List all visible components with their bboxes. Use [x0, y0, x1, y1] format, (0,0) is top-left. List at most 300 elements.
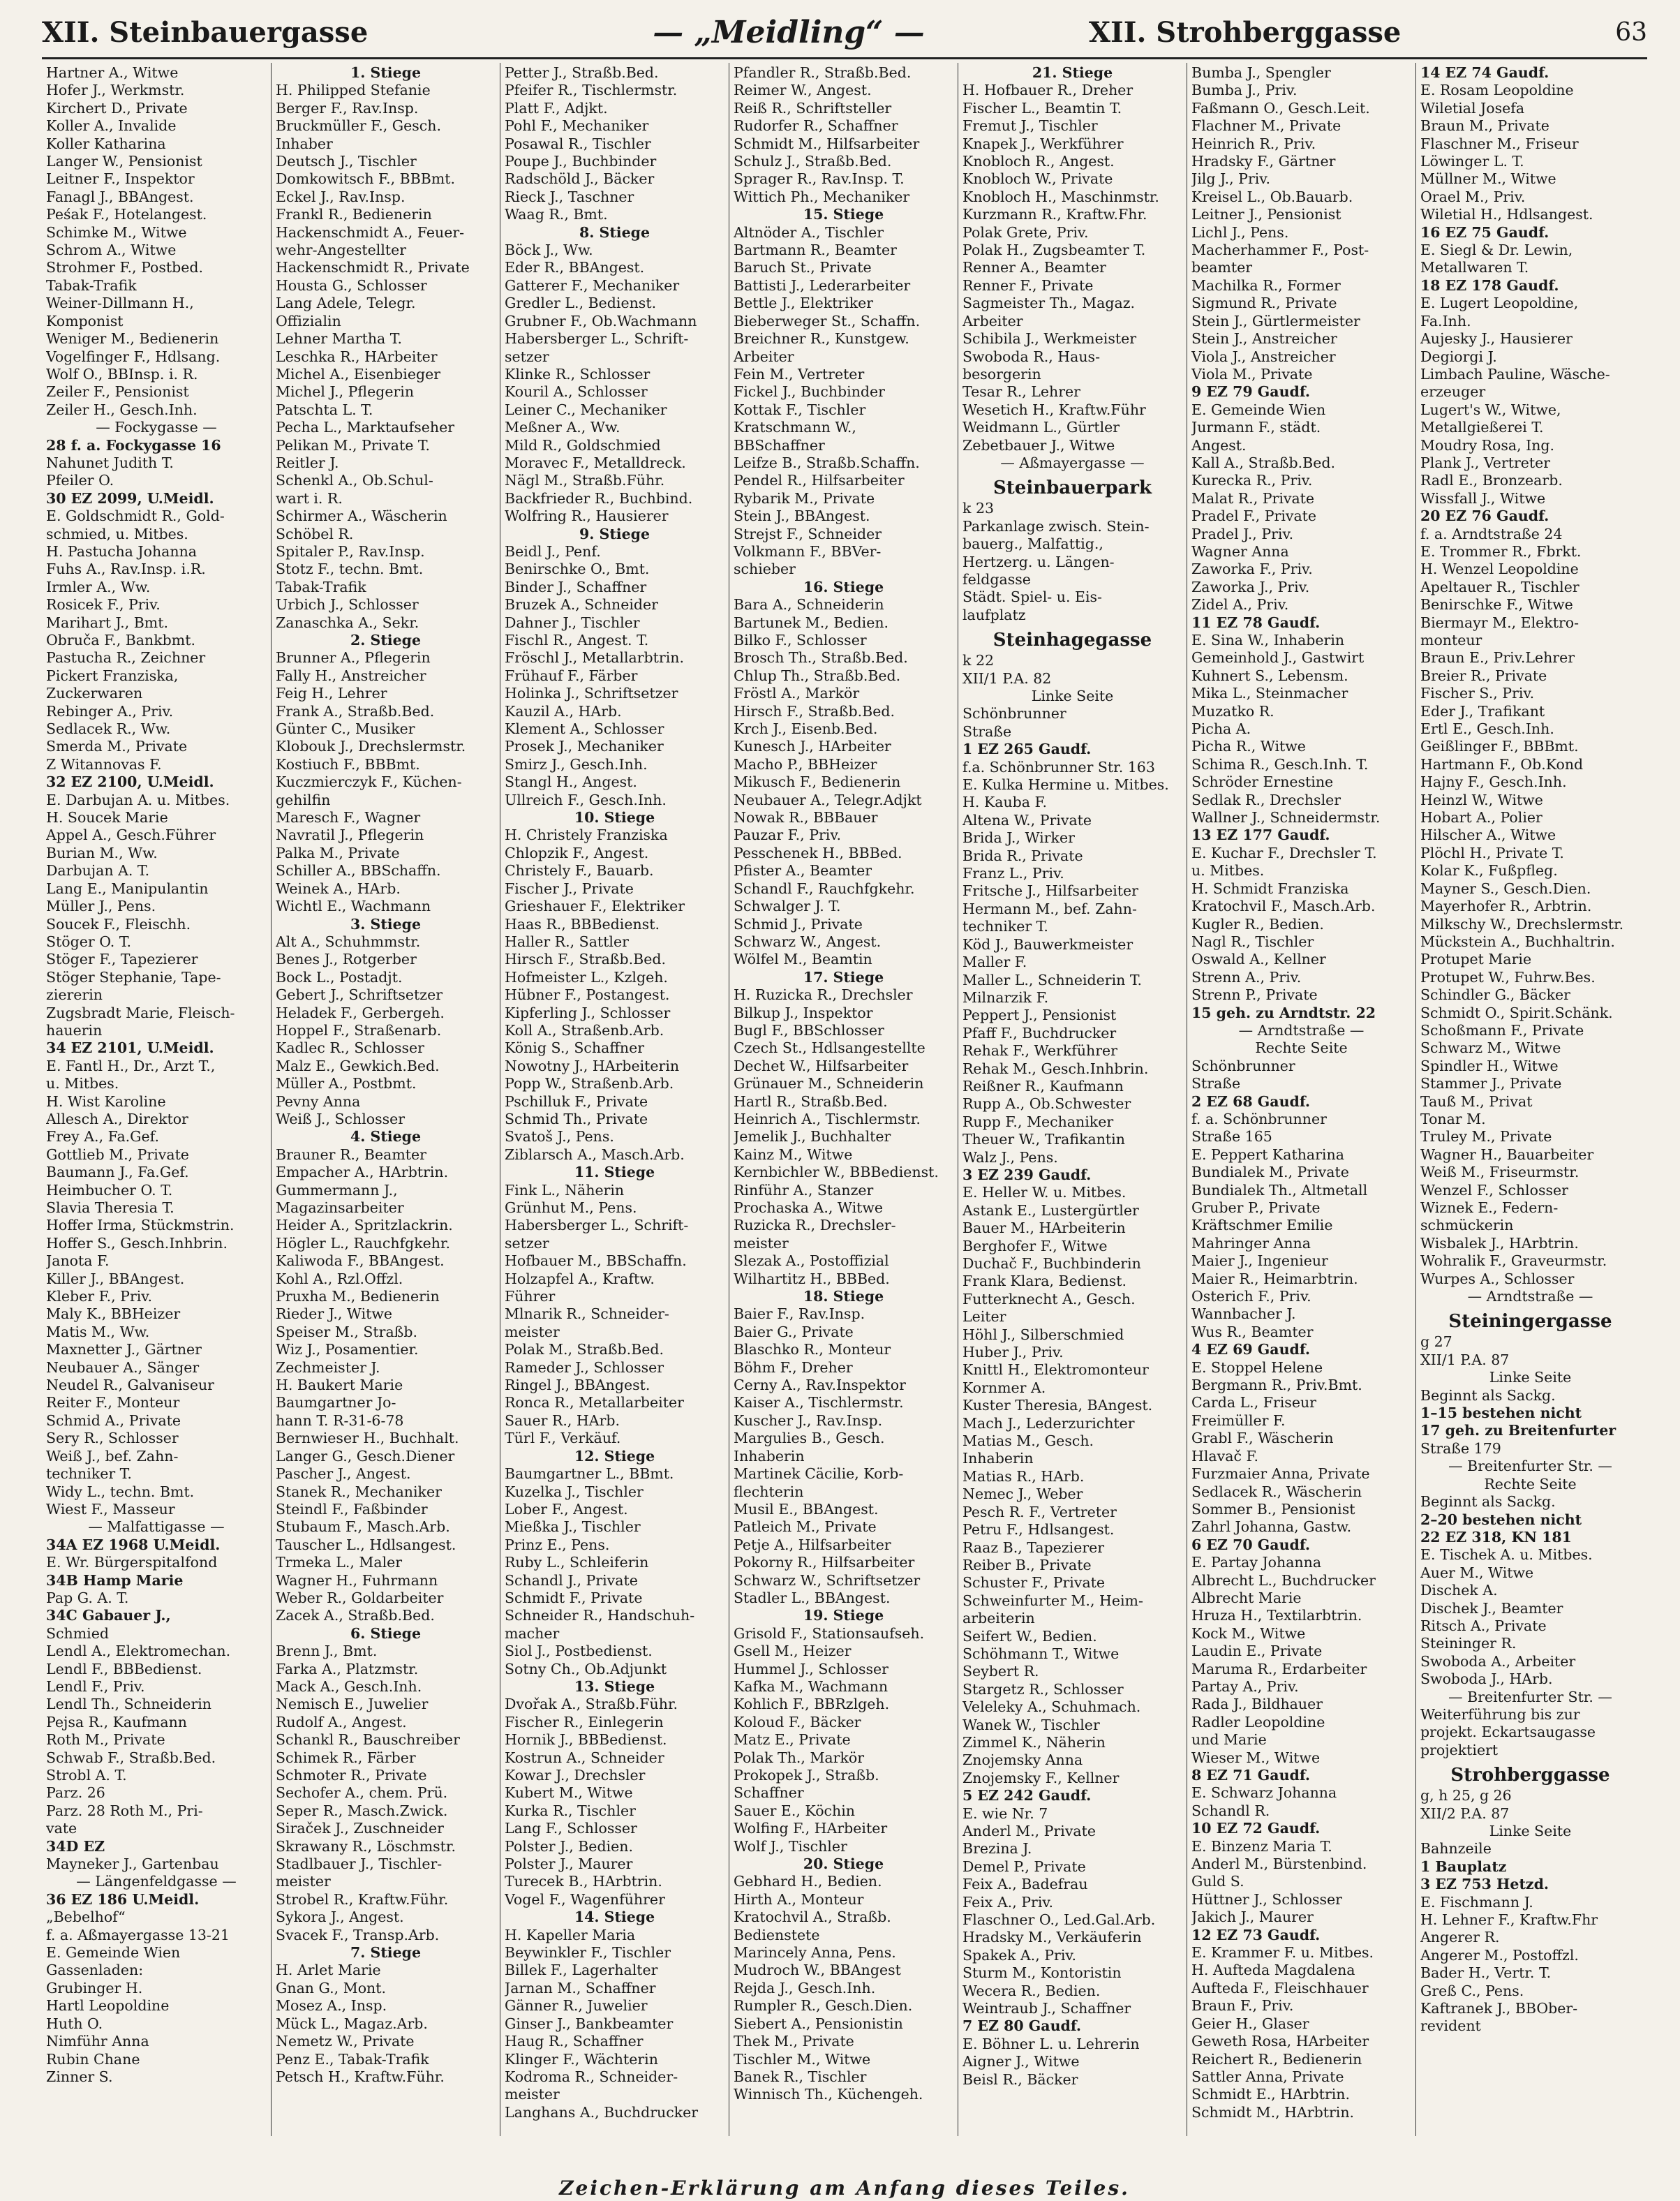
directory-entry: Nemisch E., Juwelier [276, 1696, 429, 1713]
directory-entry: Baumgartner Jo- [276, 1394, 396, 1411]
directory-entry: Weiß J., Schlosser [276, 1110, 406, 1127]
directory-entry: Wesetich H., Kraftw.Führ [962, 401, 1146, 418]
directory-entry: Albrecht Marie [1191, 1589, 1302, 1606]
directory-entry: Hartl R., Straßb.Bed. [734, 1092, 888, 1110]
directory-entry: monteur [1420, 632, 1482, 649]
directory-entry: Rudorfer R., Schaffner [734, 117, 898, 135]
directory-entry: setzer [505, 1234, 549, 1252]
directory-entry: Weinek A., HArb. [276, 880, 401, 897]
directory-entry: Schmid Th., Private [505, 1110, 648, 1127]
house-number-entry: 16. Stiege [803, 578, 884, 595]
directory-entry: Beisl R., Bäcker [962, 2070, 1078, 2088]
house-number-entry: 28 f. a. Fockygasse 16 [46, 436, 221, 454]
directory-entry: Gassenladen: [46, 1962, 144, 1979]
directory-entry: Angerer M., Postoffzl. [1420, 1946, 1579, 1964]
directory-entry: Wohralik F., Graveurmstr. [1420, 1252, 1607, 1270]
directory-entry: Mika L., Steinmacher [1191, 685, 1348, 702]
directory-entry: Straße [1191, 1075, 1241, 1092]
street-heading: Steinhagegasse [993, 630, 1152, 651]
directory-entry: Frank A., Straßb.Bed. [276, 702, 435, 720]
directory-entry: Leifze B., Straßb.Schaffn. [734, 454, 920, 471]
directory-entry: Schwarz W., Schriftsetzer [734, 1571, 921, 1589]
directory-entry: Rudolf A., Angest. [276, 1713, 407, 1731]
directory-entry: Picha A. [1191, 720, 1251, 738]
directory-entry: E. Sina W., Inhaberin [1191, 632, 1345, 649]
directory-entry: Feix A., Priv. [962, 1893, 1054, 1911]
directory-entry: Mild R., Goldschmied [505, 436, 661, 454]
directory-entry: Oswald A., Kellner [1191, 951, 1326, 968]
directory-entry: Faßmann O., Gesch.Leit. [1191, 99, 1370, 117]
directory-entry: Petter J., Straßb.Bed. [505, 64, 659, 81]
directory-entry: Beidl J., Penf. [505, 542, 601, 560]
directory-entry: macher [505, 1624, 560, 1642]
directory-entry: Smerda M., Private [46, 738, 188, 755]
directory-entry: Dischek J., Beamter [1420, 1599, 1563, 1617]
directory-entry: Biermayr M., Elektro- [1420, 614, 1579, 631]
directory-entry: Flaschner O., Led.Gal.Arb. [962, 1911, 1156, 1929]
directory-entry: Maresch F., Wagner [276, 809, 421, 827]
house-number-entry: 4. Stiege [350, 1128, 422, 1146]
directory-entry: Inhaberin [962, 1450, 1034, 1467]
directory-entry: Hartmann F., Ob.Kond [1420, 755, 1584, 773]
directory-entry: Brida J., Wirker [962, 829, 1075, 847]
directory-entry: Hajny F., Gesch.Inh. [1420, 773, 1567, 791]
directory-entry: Patleich M., Private [734, 1518, 877, 1536]
directory-entry: Zuckerwaren [46, 685, 143, 702]
directory-entry: Schmid A., Private [46, 1411, 181, 1429]
directory-entry: Renner F., Private [962, 276, 1094, 294]
directory-entry: Kornmer A. [962, 1379, 1046, 1396]
directory-entry: Grabl F., Wäscherin [1191, 1430, 1334, 1447]
directory-entry: Lichl J., Pens. [1191, 223, 1289, 241]
directory-entry: Benirschke O., Bmt. [505, 561, 650, 578]
directory-entry: Schmidt E., HArbtrin. [1191, 2086, 1351, 2103]
directory-entry: Habersberger L., Schrift- [505, 1217, 689, 1234]
house-number-entry: 15 geh. zu Arndtstr. 22 [1191, 1004, 1376, 1021]
directory-entry: Huber J., Priv. [962, 1344, 1064, 1361]
house-number-entry: 3 EZ 239 Gaudf. [962, 1166, 1092, 1183]
directory-entry: E. Stoppel Helene [1191, 1358, 1323, 1376]
directory-entry: Hertzerg. u. Längen- [962, 553, 1115, 570]
directory-entry: Weiterführung bis zur [1420, 1705, 1580, 1723]
directory-entry: Kohlich F., BBRzlgeh. [734, 1696, 890, 1713]
directory-entry: Cerny A., Rav.Inspektor [734, 1377, 906, 1394]
directory-entry: Eder J., Trafikant [1420, 702, 1545, 720]
directory-column-1 [42, 63, 271, 2136]
directory-entry: Schuster F., Private [962, 1574, 1106, 1592]
directory-entry: Kostrun A., Schneider [505, 1749, 664, 1766]
directory-entry: Kadlec R., Schlosser [276, 1039, 424, 1057]
directory-columns [42, 63, 1647, 2136]
directory-entry: Schiller A., BBSchaffn. [276, 862, 441, 880]
directory-entry: Rubin Chane [46, 2050, 140, 2068]
directory-entry: Wiest F., Masseur [46, 1500, 175, 1518]
directory-entry: Polak Th., Markör [734, 1749, 865, 1766]
directory-entry: E. Lugert Leopoldine, [1420, 295, 1579, 312]
directory-entry: Haas R., BBBedienst. [505, 915, 660, 933]
directory-entry: Brida R., Private [962, 847, 1083, 864]
directory-entry: Braun M., Private [1420, 117, 1549, 135]
house-number-entry: 9 EZ 79 Gaudf. [1191, 383, 1311, 401]
directory-entry: Hoffer Irma, Stückmstrin. [46, 1217, 235, 1234]
directory-entry: Wagner H., Bauarbeiter [1420, 1146, 1594, 1163]
directory-entry: Reimer W., Angest. [734, 82, 872, 99]
directory-entry: Bader H., Vertr. T. [1420, 1964, 1552, 1982]
directory-entry: Köd J., Bauwerkmeister [962, 935, 1133, 953]
directory-entry: Strejst F., Schneider [734, 525, 882, 542]
directory-entry: Klobouk J., Drechslermstr. [276, 738, 466, 755]
directory-entry: Z Witannovas F. [46, 755, 162, 773]
directory-entry: Hofer J., Werkmstr. [46, 82, 185, 99]
directory-entry: Nowotny J., HArbeiterin [505, 1057, 680, 1074]
directory-entry: Lober F., Angest. [505, 1500, 628, 1518]
directory-entry: Benes J., Rotgerber [276, 951, 417, 968]
directory-entry: Sotny Ch., Ob.Adjunkt [505, 1660, 667, 1677]
directory-entry: erzeuger [1420, 383, 1486, 401]
directory-entry: Battisti J., Lederarbeiter [734, 276, 911, 294]
directory-entry: vate [46, 1820, 77, 1837]
directory-entry: Maller L., Schneiderin T. [962, 971, 1143, 988]
directory-entry: hann T. R-31-6-78 [276, 1411, 404, 1429]
directory-entry: Wecera R., Bedien. [962, 1982, 1101, 1999]
directory-entry: Steindl F., Faßbinder [276, 1500, 428, 1518]
directory-entry: Sattler Anna, Private [1191, 2068, 1344, 2085]
directory-entry: Schwab F., Straßb.Bed. [46, 1749, 216, 1766]
directory-entry: H. Schmidt Franziska [1191, 880, 1349, 897]
directory-entry: Geißlinger F., BBBmt. [1420, 738, 1579, 755]
directory-entry: Fally H., Anstreicher [276, 667, 426, 684]
directory-entry: beamter [1191, 259, 1253, 276]
directory-entry: Alt A., Schuhmmstr. [276, 933, 421, 950]
directory-entry: Beginnt als Sackg. [1420, 1386, 1556, 1404]
directory-entry: Polak Grete, Priv. [962, 223, 1089, 241]
directory-entry: Ruby L., Schleiferin [505, 1554, 649, 1571]
directory-entry: Volkmann F., BBVer- [734, 542, 882, 560]
directory-entry: Reiter F., Monteur [46, 1394, 180, 1411]
directory-entry: Siraček J., Zuschneider [276, 1820, 444, 1837]
directory-entry: Kolar K., Fußpfleg. [1420, 862, 1558, 880]
directory-entry: Zinner S. [46, 2068, 113, 2085]
directory-entry: Petje A., Hilfsarbeiter [734, 1536, 891, 1553]
directory-entry: Stangl H., Angest. [505, 773, 637, 791]
directory-entry: Maier J., Ingenieur [1191, 1252, 1328, 1270]
directory-entry: Winnisch Th., Küchengeh. [734, 2086, 923, 2103]
directory-entry: Kohl A., Rzl.Offzl. [276, 1270, 403, 1287]
directory-entry: Nahunet Judith T. [46, 454, 174, 471]
directory-entry: Bettle J., Elektriker [734, 295, 874, 312]
directory-entry: Wolf J., Tischler [734, 1837, 847, 1855]
directory-entry: Burian M., Ww. [46, 844, 158, 861]
directory-entry: Schulz J., Straßb.Bed. [734, 153, 892, 170]
directory-entry: H. Christely Franziska [505, 827, 668, 844]
directory-entry: Zechmeister J. [276, 1358, 380, 1376]
directory-entry: Fa.Inh. [1420, 312, 1471, 329]
directory-entry: Radler Leopoldine [1191, 1713, 1325, 1731]
directory-entry: Türl F., Verkäuf. [505, 1430, 621, 1447]
directory-entry: Moudry Rosa, Ing. [1420, 436, 1555, 454]
directory-entry: Svatoš J., Pens. [505, 1128, 614, 1146]
directory-entry: Christely F., Bauarb. [505, 862, 654, 880]
street-heading: Strohberggasse [1450, 1765, 1610, 1786]
directory-entry: Machilka R., Former [1191, 276, 1341, 294]
directory-entry: Anderl M., Bürstenbind. [1191, 1855, 1367, 1873]
directory-entry: Bieberweger St., Schaffn. [734, 312, 921, 329]
directory-entry: Ullreich F., Gesch.Inh. [505, 791, 667, 808]
directory-entry: Waag R., Bmt. [505, 206, 608, 223]
directory-entry: Orael M., Priv. [1420, 188, 1526, 205]
directory-entry: Soucek F., Fleischh. [46, 915, 191, 933]
directory-entry: — Aßmayergasse — [1000, 454, 1145, 471]
directory-entry: Pfandler R., Straßb.Bed. [734, 64, 912, 81]
directory-entry: Greß C., Pens. [1420, 1982, 1524, 1999]
directory-entry: Berger F., Rav.Insp. [276, 99, 419, 117]
directory-entry: Renner A., Beamter [962, 259, 1106, 276]
directory-entry: Hirth A., Monteur [734, 1890, 864, 1908]
directory-entry: Brezina J. [962, 1840, 1032, 1858]
directory-entry: Mießka J., Tischler [505, 1518, 641, 1536]
directory-entry: Osterich F., Priv. [1191, 1288, 1311, 1305]
directory-entry: Sprager R., Rav.Insp. T. [734, 170, 905, 188]
directory-entry: Kuczmierczyk F., Küchen- [276, 773, 462, 791]
directory-entry: Fink L., Näherin [505, 1181, 625, 1199]
directory-entry: Altnöder A., Tischler [734, 223, 884, 241]
directory-entry: H. Arlet Marie [276, 1962, 381, 1979]
directory-entry: Hirsch F., Straßb.Bed. [734, 702, 895, 720]
directory-entry: Braun F., Priv. [1191, 1997, 1294, 2015]
directory-entry: Slezak A., Postoffizial [734, 1252, 889, 1270]
directory-entry: Schweinfurter M., Heim- [962, 1592, 1143, 1609]
directory-entry: Sigmund R., Private [1191, 295, 1337, 312]
directory-entry: E. Fischmann J. [1420, 1893, 1533, 1911]
directory-entry: Michel A., Eisenbieger [276, 365, 441, 383]
directory-entry: Kodroma R., Schneider- [505, 2068, 678, 2085]
directory-entry: Futterknecht A., Gesch. [962, 1290, 1136, 1307]
house-number-entry: 9. Stiege [579, 525, 651, 542]
house-number-entry: 17 geh. zu Breitenfurter [1420, 1422, 1616, 1439]
directory-entry: Walz J., Pens. [962, 1148, 1058, 1166]
directory-entry: E. Darbujan A. u. Mitbes. [46, 791, 230, 808]
directory-entry: Hartl Leopoldine [46, 1997, 170, 2015]
directory-entry: Frank Klara, Bedienst. [962, 1273, 1127, 1290]
directory-entry: Polak M., Straßb.Bed. [505, 1341, 664, 1358]
directory-entry: Breichner R., Kunstgew. [734, 330, 909, 348]
directory-entry: Kaftranek J., BBOber- [1420, 2000, 1578, 2017]
directory-entry: H. Ruzicka R., Drechsler [734, 986, 913, 1004]
directory-entry: Pfaff F., Buchdrucker [962, 1024, 1117, 1042]
directory-entry: Mach J., Lederzurichter [962, 1414, 1135, 1432]
directory-entry: Kunesch J., HArbeiter [734, 738, 891, 755]
directory-entry: Straße 165 [1191, 1128, 1272, 1146]
directory-entry: Laudin E., Private [1191, 1643, 1323, 1660]
directory-entry: Kuzelka J., Tischler [505, 1483, 644, 1500]
directory-entry: Benirschke F., Witwe [1420, 596, 1573, 614]
directory-entry: Sykora J., Angest. [276, 1909, 404, 1926]
directory-entry: Moravec F., Metalldreck. [505, 454, 686, 471]
house-number-entry: 8 EZ 71 Gaudf. [1191, 1767, 1311, 1784]
directory-entry: Schaffner [734, 1784, 804, 1802]
directory-entry: Albrecht L., Buchdrucker [1191, 1571, 1376, 1589]
directory-entry: Auer M., Witwe [1420, 1564, 1534, 1581]
directory-entry: E. Binzenz Maria T. [1191, 1837, 1332, 1855]
directory-entry: Kaiser A., Tischlermstr. [734, 1394, 904, 1411]
directory-entry: Pecha L., Marktaufseher [276, 419, 455, 436]
directory-entry: Tonar M. [1420, 1110, 1486, 1127]
house-number-entry: 34A EZ 1968 U.Meidl. [46, 1536, 221, 1553]
directory-entry: Straße [962, 722, 1012, 740]
directory-entry: H. Wist Karoline [46, 1092, 166, 1110]
directory-entry: wehr-Angestellter [276, 242, 407, 259]
directory-entry: Kirchert D., Private [46, 99, 188, 117]
directory-entry: Kainz M., Witwe [734, 1146, 853, 1163]
directory-entry: Schröder Ernestine [1191, 773, 1334, 791]
directory-entry: E. Böhner L. u. Lehrerin [962, 2035, 1140, 2052]
directory-entry: Schandl R. [1191, 1802, 1270, 1819]
directory-entry: Demel P., Private [962, 1858, 1086, 1875]
directory-entry: Poupe J., Buchbinder [505, 153, 657, 170]
directory-entry: Zacek A., Straßb.Bed. [276, 1607, 435, 1624]
directory-entry: Mudroch W., BBAngest [734, 1962, 901, 1979]
directory-entry: Jemelik J., Buchhalter [734, 1128, 891, 1146]
directory-entry: Lendl A., Elektromechan. [46, 1643, 231, 1660]
directory-entry: Hackenschmidt R., Private [276, 259, 470, 276]
directory-entry: Hradsky M., Verkäuferin [962, 1929, 1142, 1946]
directory-entry: Polak H., Zugsbeamter T. [962, 242, 1146, 259]
directory-entry: E. Kuchar F., Drechsler T. [1191, 844, 1377, 861]
directory-entry: Bara A., Schneiderin [734, 596, 884, 614]
directory-entry: Turecek B., HArbtrin. [505, 1873, 662, 1890]
street-heading: Steiningergasse [1448, 1311, 1612, 1333]
directory-entry: Hornik J., BBBedienst. [505, 1731, 667, 1749]
directory-entry: Strenn P., Private [1191, 986, 1318, 1004]
directory-entry: Lang Adele, Telegr. [276, 295, 416, 312]
directory-entry: Lugert's W., Witwe, [1420, 401, 1561, 418]
directory-entry: Kuscher J., Rav.Insp. [734, 1411, 883, 1429]
directory-entry: Seybert R. [962, 1663, 1039, 1680]
directory-entry: Urbich J., Schlosser [276, 596, 419, 614]
directory-entry: Stadlbauer J., Tischler- [276, 1855, 443, 1873]
directory-entry: Kleber F., Priv. [46, 1288, 152, 1305]
directory-entry: Bugl F., BBSchlosser [734, 1021, 884, 1039]
directory-entry: Mückstein A., Buchhaltrin. [1420, 933, 1615, 950]
directory-entry: Leitner J., Pensionist [1191, 206, 1341, 223]
directory-entry: Schmidt F., Private [505, 1589, 643, 1606]
directory-entry: Inhaber [276, 135, 333, 152]
directory-entry: Hoppel F., Straßenarb. [276, 1021, 442, 1039]
directory-entry: Rehak F., Werkführer [962, 1042, 1117, 1060]
directory-entry: Svacek F., Transp.Arb. [276, 1926, 440, 1943]
directory-entry: Pap G. A. T. [46, 1589, 129, 1606]
directory-entry: Tauß M., Privat [1420, 1092, 1533, 1110]
house-number-entry: 1–15 bestehen nicht [1420, 1405, 1582, 1422]
directory-column-5 [958, 63, 1187, 2136]
directory-entry: Aufteda F., Fleischhauer [1191, 1979, 1369, 1996]
directory-entry: Neubauer A., Telegr.Adjkt [734, 791, 922, 808]
directory-entry: Gruber P., Private [1191, 1199, 1321, 1216]
directory-entry: u. Mitbes. [46, 1075, 119, 1092]
directory-entry: Trmeka L., Maler [276, 1554, 403, 1571]
directory-entry: BBSchaffner [734, 436, 825, 454]
house-number-entry: 36 EZ 186 U.Meidl. [46, 1890, 200, 1908]
directory-entry: Nowak R., BBBauer [734, 809, 878, 827]
directory-entry: Seifert W., Bedien. [962, 1627, 1097, 1645]
directory-entry: Radl E., Bronzearb. [1420, 472, 1563, 489]
directory-entry: Müllner M., Witwe [1420, 170, 1556, 188]
directory-entry: Bedienstete [734, 1926, 820, 1943]
directory-entry: Widy L., techn. Bmt. [46, 1483, 195, 1500]
directory-entry: H. Kauba F. [962, 794, 1048, 811]
directory-entry: Fritsche J., Hilfsarbeiter [962, 882, 1138, 900]
directory-entry: Mikusch F., Bedienerin [734, 773, 901, 791]
directory-entry: Milnarzik F. [962, 988, 1049, 1006]
directory-entry: g 27 [1420, 1333, 1452, 1351]
house-number-entry: 6 EZ 70 Gaudf. [1191, 1536, 1311, 1553]
directory-entry: Rybarik M., Private [734, 489, 875, 507]
house-number-entry: 15. Stiege [803, 206, 884, 223]
directory-entry: Schmidt M., Hilfsarbeiter [734, 135, 920, 152]
directory-entry: Leitner F., Inspektor [46, 170, 195, 188]
house-number-entry: 5 EZ 242 Gaudf. [962, 1787, 1092, 1804]
directory-entry: Rieder J., Witwe [276, 1305, 393, 1323]
directory-entry: Schmid J., Private [734, 915, 863, 933]
directory-entry: k 22 [962, 652, 995, 669]
directory-entry: Pradel J., Priv. [1191, 525, 1294, 542]
directory-entry: Wolf O., BBInsp. i. R. [46, 365, 198, 383]
directory-entry: Linke Seite [1489, 1823, 1572, 1839]
directory-entry: Frühauf F., Färber [505, 667, 638, 684]
directory-entry: Kock M., Witwe [1191, 1624, 1306, 1642]
directory-entry: Ginser J., Bankbeamter [505, 2015, 674, 2032]
directory-entry: Nemec J., Weber [962, 1485, 1083, 1503]
directory-entry: Freimüller F. [1191, 1411, 1286, 1429]
directory-entry: Schmied [46, 1624, 109, 1642]
directory-entry: Wagner H., Fuhrmann [276, 1571, 438, 1589]
directory-entry: Grieshauer F., Elektriker [505, 898, 685, 915]
directory-entry: Weidmann L., Gürtler [962, 419, 1120, 436]
directory-entry: Rosicek F., Priv. [46, 596, 161, 614]
directory-entry: Schmidt M., HArbtrin. [1191, 2103, 1355, 2121]
house-number-entry: 30 EZ 2099, U.Meidl. [46, 489, 214, 507]
directory-entry: k 23 [962, 500, 995, 517]
directory-entry: Pokorny R., Hilfsarbeiter [734, 1554, 915, 1571]
directory-entry: Schenkl A., Ob.Schul- [276, 472, 433, 489]
house-number-entry: 14 EZ 74 Gaudf. [1420, 64, 1549, 81]
directory-entry: Flaschner M., Friseur [1420, 135, 1579, 152]
directory-entry: Wallner J., Schneidermstr. [1191, 809, 1381, 827]
directory-entry: f.a. Schönbrunner Str. 163 [962, 758, 1155, 776]
directory-entry: Siol J., Postbedienst. [505, 1643, 653, 1660]
directory-entry: Wieser M., Witwe [1191, 1749, 1321, 1766]
directory-entry: Kottak F., Tischler [734, 401, 866, 418]
directory-entry: Hübner F., Postangest. [505, 986, 670, 1004]
directory-entry: Swoboda R., Haus- [962, 348, 1100, 365]
directory-entry: Braun E., Priv.Lehrer [1420, 649, 1575, 667]
house-number-entry: 7 EZ 80 Gaudf. [962, 2017, 1082, 2035]
directory-entry: Ruzicka R., Drechsler- [734, 1217, 896, 1234]
directory-entry: Wiletial Josefa [1420, 99, 1525, 117]
directory-entry: Furzmaier Anna, Private [1191, 1465, 1370, 1483]
house-number-entry: 16 EZ 75 Gaudf. [1420, 223, 1549, 241]
directory-entry: Hofmeister L., Kzlgeh. [505, 968, 668, 986]
directory-entry: setzer [505, 348, 549, 365]
directory-entry: Schwarz M., Witwe [1420, 1039, 1561, 1057]
directory-entry: Schwarz W., Angest. [734, 933, 882, 950]
directory-entry: H. Soucek Marie [46, 809, 168, 827]
directory-entry: Schönbrunner [1191, 1057, 1295, 1074]
directory-entry: Klinger F., Wächterin [505, 2050, 658, 2068]
directory-entry: Navratil J., Pflegerin [276, 827, 424, 844]
house-number-entry: 19. Stiege [803, 1607, 884, 1624]
directory-entry: König S., Schaffner [505, 1039, 645, 1057]
